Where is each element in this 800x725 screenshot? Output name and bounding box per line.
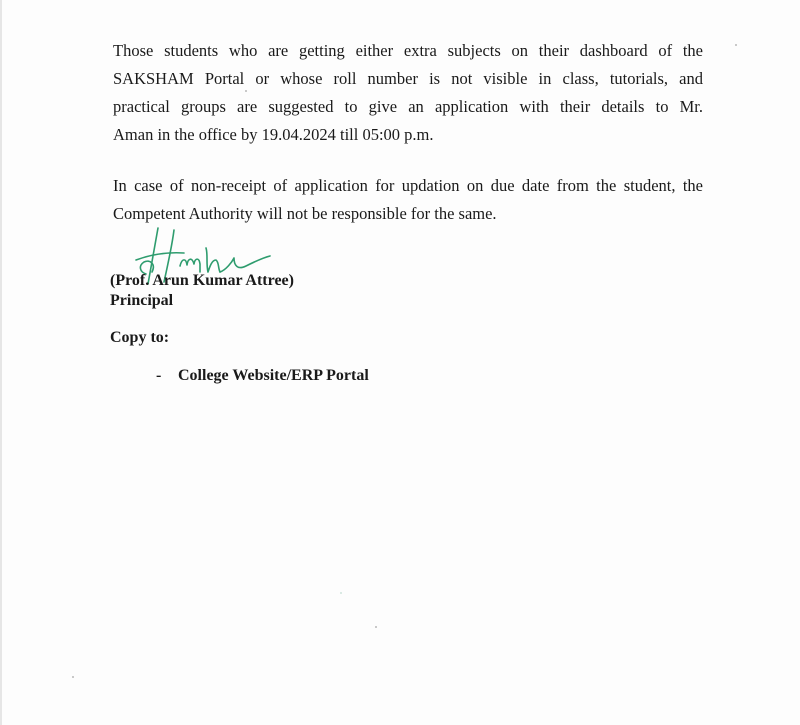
list-bullet: - xyxy=(156,367,162,384)
signatory-block xyxy=(110,271,294,311)
paragraph-line: In case of non-receipt of application for updation on due date from the student, the xyxy=(113,176,703,195)
notice-paragraph-1 xyxy=(113,37,703,149)
signatory-name: (Prof. Arun Kumar Attree) xyxy=(110,272,294,289)
paragraph-line: Competent Authority will not be responsible for the same. xyxy=(113,204,497,223)
scan-speck xyxy=(340,592,342,594)
scan-speck xyxy=(72,676,74,678)
copy-to-item-text: College Website/ERP Portal xyxy=(178,367,369,384)
scan-speck xyxy=(245,90,247,92)
scan-speck xyxy=(375,626,377,628)
copy-to-heading: Copy to: xyxy=(110,329,170,346)
notice-paragraph-2 xyxy=(113,172,703,228)
paragraph-line: Those students who are getting either extra subjects on their dashboard of the xyxy=(113,41,703,60)
paragraph-line: practical groups are suggested to give an application with their details to Mr. xyxy=(113,97,703,116)
paragraph-line: SAKSHAM Portal or whose roll number is not visible in class, tutorials, and xyxy=(113,69,703,88)
scan-speck xyxy=(735,44,737,46)
paragraph-line: Aman in the office by 19.04.2024 till 05:00 p.m. xyxy=(113,125,434,144)
copy-to-item xyxy=(156,367,369,385)
signatory-designation: Principal xyxy=(110,292,174,309)
